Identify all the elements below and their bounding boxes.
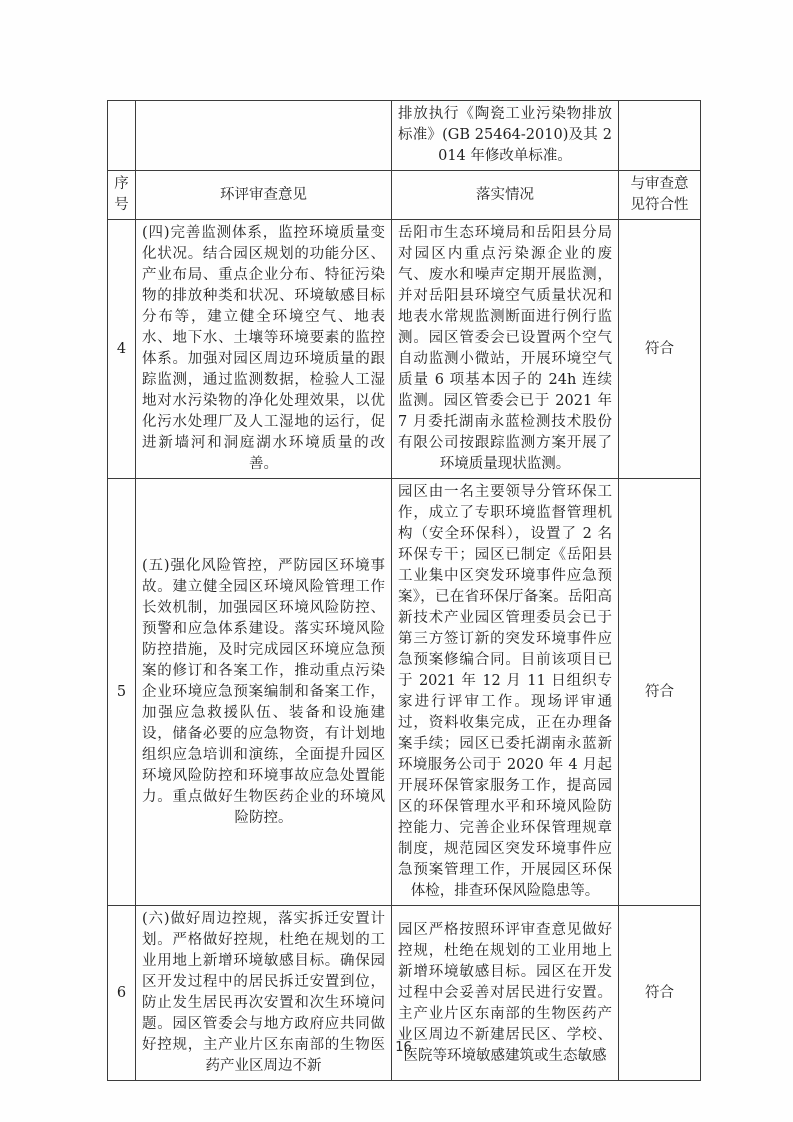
table-row-continued xyxy=(108,101,701,171)
cell-index: 6 xyxy=(108,906,136,1081)
cell-conformity: 符合 xyxy=(619,220,701,479)
review-table xyxy=(107,100,701,1081)
cell-opinion: (六)做好周边控规，落实拆迁安置计划。严格做好控规，杜绝在规划的工业用地上新增环境敏感目标。确保园区开发过程中的居民拆迁安置到位，防止发生居民再次安置和次生环境问题。园区管委会与地方政府应共同做好控规，主产业片区东南部的生物医药产业区周边不新 xyxy=(136,906,392,1081)
cell-index: 4 xyxy=(108,220,136,479)
cell-opinion: (五)强化风险管控，严防园区环境事故。建立健全园区环境风险管理工作长效机制，加强园区环境风险防控、预警和应急体系建设。落实环境风险防控措施，及时完成园区环境应急预案的修订和各案工作，推动重点污染企业环境应急预案编制和备案工作，加强应急救援队伍、装备和设施建设，储备必要的应急物资，有计划地组织应急培训和演练，全面提升园区环境风险防控和环境事故应急处置能力。重点做好生物医药企业的环境风险防控。 xyxy=(136,479,392,906)
header-conformity: 与审查意见符合性 xyxy=(619,171,701,220)
cell-opinion-empty xyxy=(136,101,392,171)
cell-index-empty xyxy=(108,101,136,171)
cell-conformity: 符合 xyxy=(619,906,701,1081)
table-row xyxy=(108,479,701,906)
header-index: 序号 xyxy=(108,171,136,220)
header-implementation: 落实情况 xyxy=(392,171,619,220)
cell-implementation: 园区由一名主要领导分管环保工作，成立了专职环境监督管理机构（安全环保科），设置了 2 名环保专干；园区已制定《岳阳县工业集中区突发环境事件应急预案》，已在省环保厅备案。岳阳高新技术产业园区管理委员会已于第三方签订新的突发环境事件应急预案修编合同。目前该项目已于 2021 年 12 月 11 日组织专家进行评审工作。现场评审通过，资料收集完成，正在办理备案手续；园区已委托湖南永蓝新环境服务公司于 2020 年 4 月起开展环保管家服务工作，提高园区的环保管理水平和环境风险防控能力、完善企业环保管理规章制度，规范园区突发环境事件应急预案管理工作，开展园区环保体检，排查环保风险隐患等。 xyxy=(392,479,619,906)
cell-conformity: 符合 xyxy=(619,479,701,906)
cell-implementation: 岳阳市生态环境局和岳阳县分局对园区内重点污染源企业的废气、废水和噪声定期开展监测，并对岳阳县环境空气质量状况和地表水常规监测断面进行例行监测。园区管委会已设置两个空气自动监测小微站，开展环境空气质量 6 项基本因子的 24h 连续监测。园区管委会已于 2021 年 7 月委托湖南永蓝检测技术股份有限公司按跟踪监测方案开展了环境质量现状监测。 xyxy=(392,220,619,479)
cell-conformity-empty xyxy=(619,101,701,171)
table-header-row xyxy=(108,171,701,220)
cell-opinion: (四)完善监测体系，监控环境质量变化状况。结合园区规划的功能分区、产业布局、重点企业分布、特征污染物的排放种类和状况、环境敏感目标分布等，建立健全环境空气、地表水、地下水、土壤等环境要素的监控体系。加强对园区周边环境质量的跟踪监测，通过监测数据，检验人工湿地对水污染物的净化处理效果，以优化污水处理厂及人工湿地的运行，促进新墙河和洞庭湖水环境质量的改善。 xyxy=(136,220,392,479)
cell-implementation-continued: 排放执行《陶瓷工业污染物排放标准》(GB 25464-2010)及其 2014 年修改单标准。 xyxy=(392,101,619,171)
cell-implementation: 园区严格按照环评审查意见做好控规，杜绝在规划的工业用地上新增环境敏感目标。园区在开发过程中会妥善对居民进行安置。主产业片区东南部的生物医药产业区周边不新建居民区、学校、医院等环境敏感建筑或生态敏感 xyxy=(392,906,619,1081)
cell-index: 5 xyxy=(108,479,136,906)
table-row xyxy=(108,220,701,479)
page-number: 16 xyxy=(395,1040,412,1055)
header-opinion: 环评审查意见 xyxy=(136,171,392,220)
